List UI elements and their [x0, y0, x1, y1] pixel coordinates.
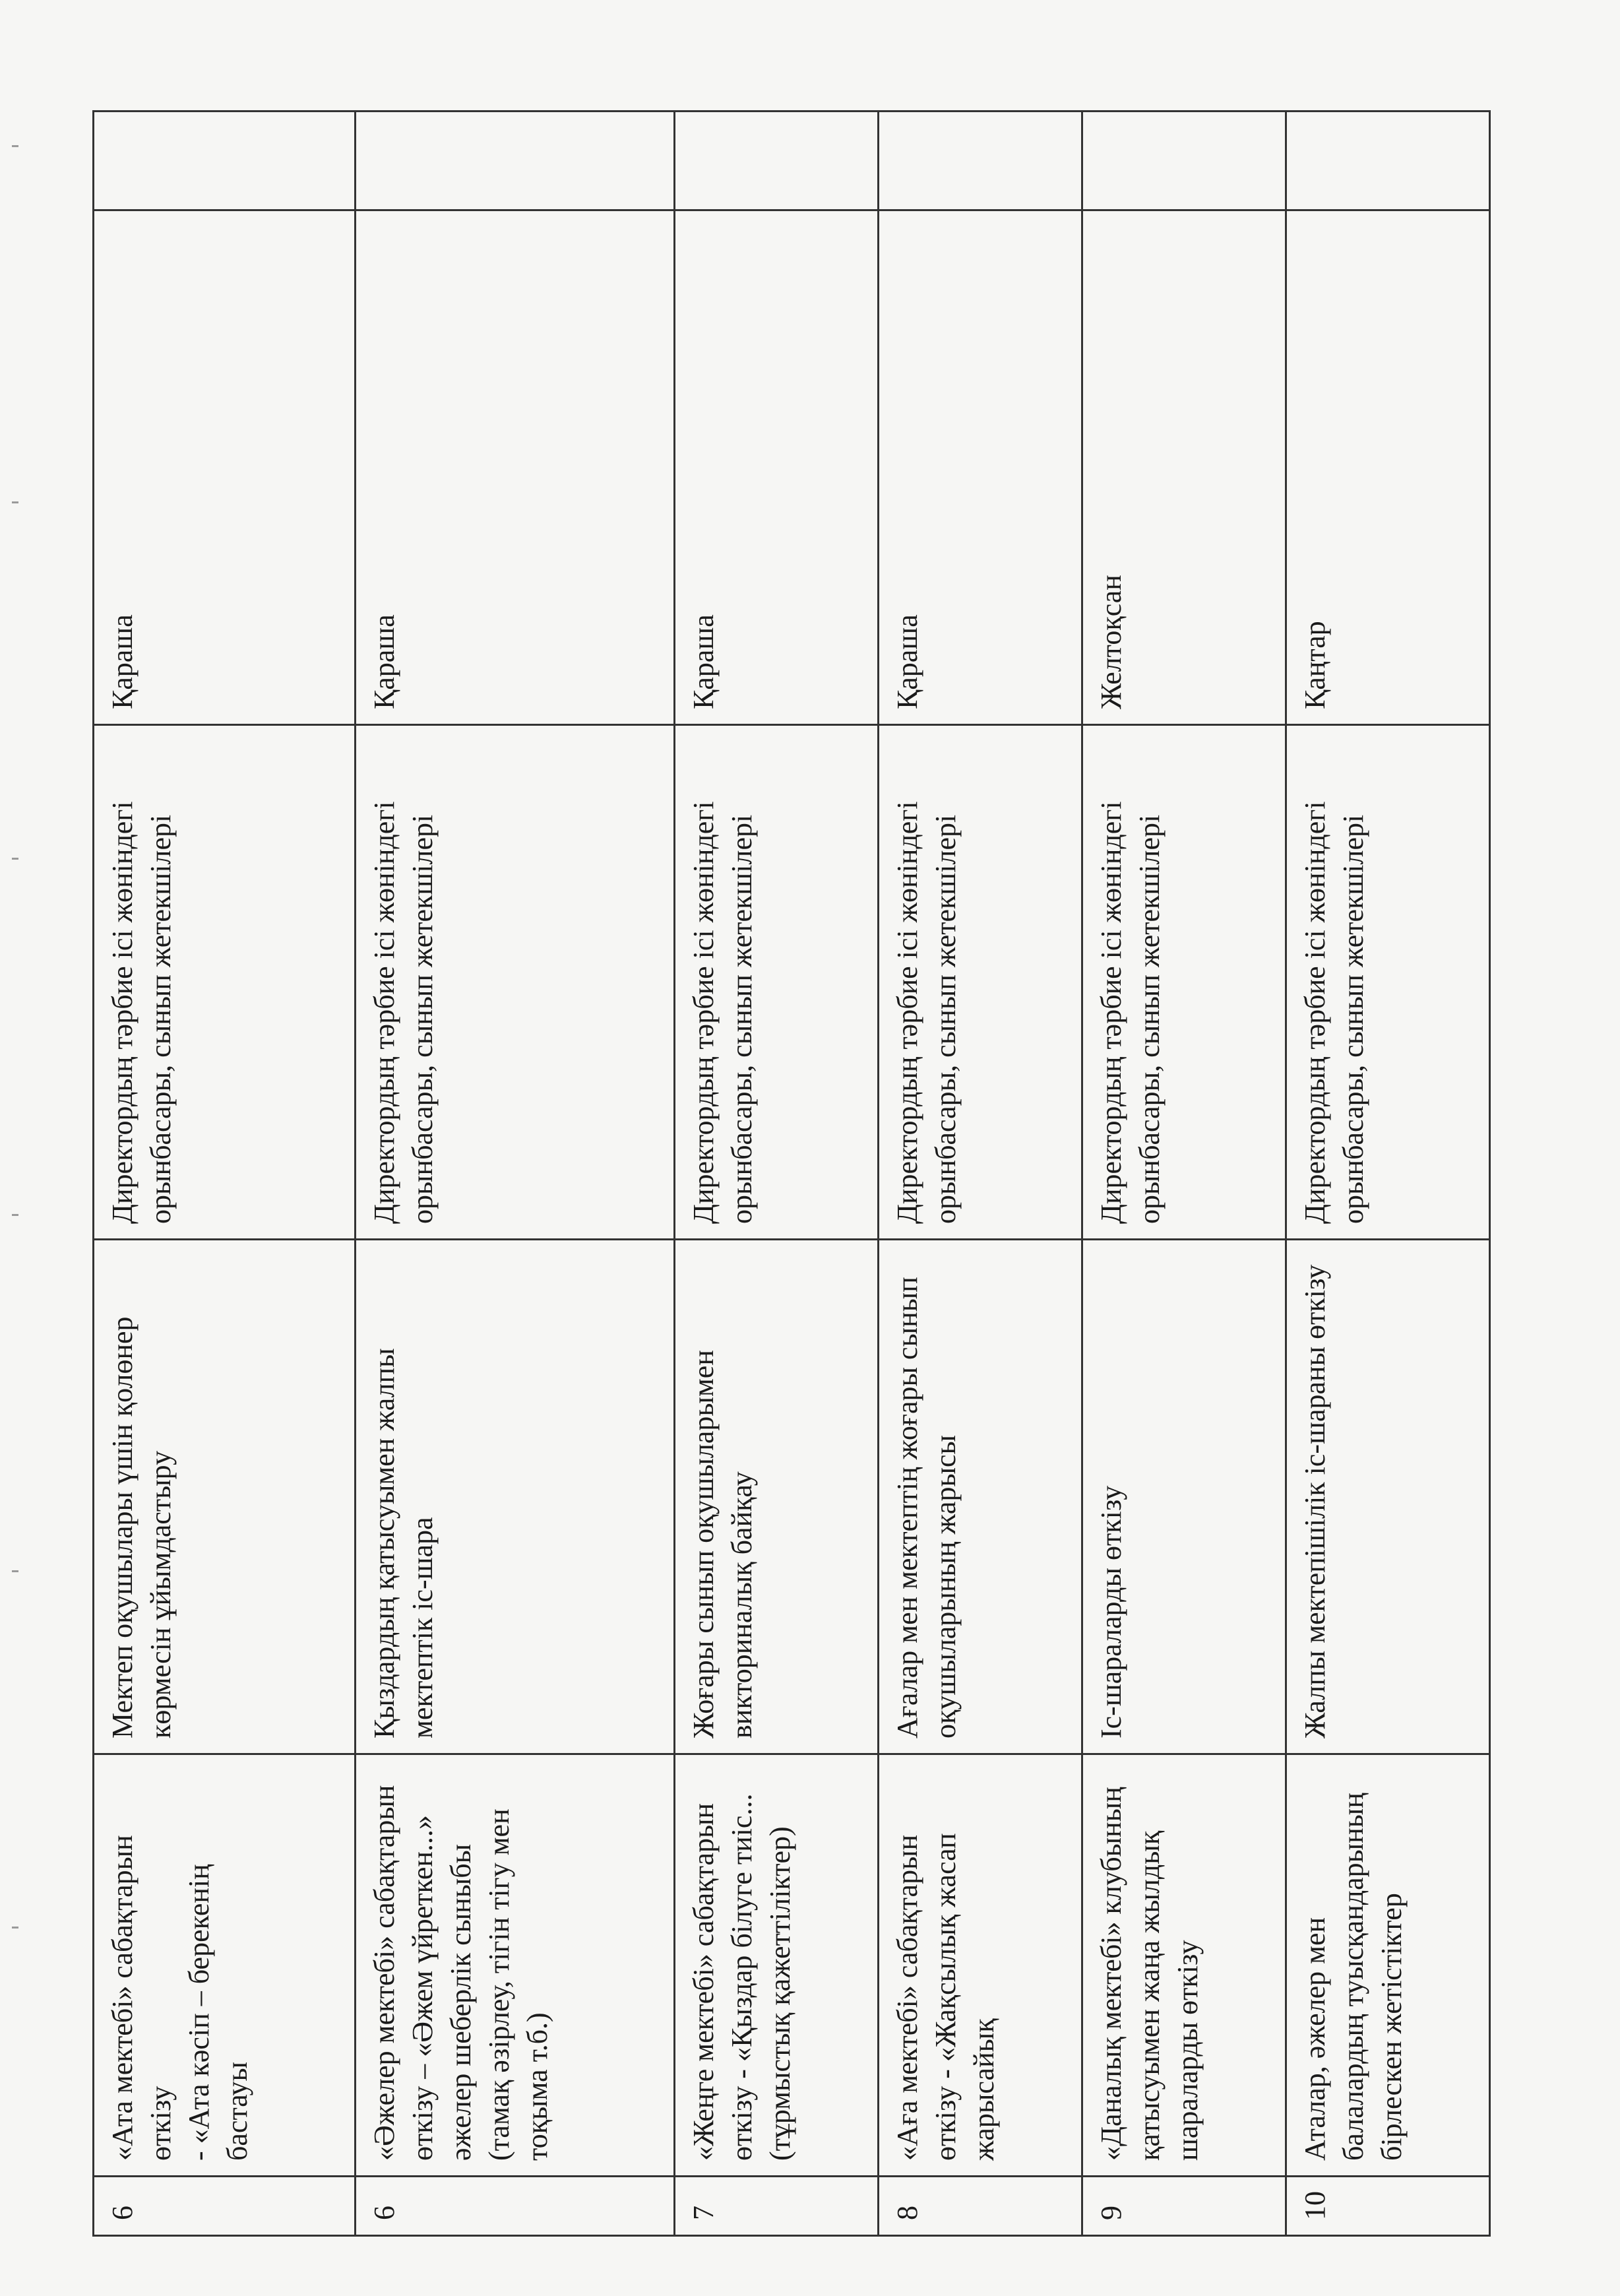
row-number: 6 [94, 2177, 356, 2236]
event-description: Жоғары сынып оқушыларымен викториналық байқау [674, 1240, 878, 1754]
event-date: Қараша [94, 210, 356, 725]
responsible-person: Директордың тәрбие ісі жөніндегі орынбасары, сынып жетекшілері [1082, 725, 1286, 1240]
row-number: 9 [1082, 2177, 1286, 2236]
margin-mark [12, 145, 18, 147]
event-description: Қыздардың қатысуымен жалпы мектептік іс-шара [355, 1240, 674, 1754]
row-number: 8 [878, 2177, 1082, 2236]
event-date: Қараша [355, 210, 674, 725]
table-row [1082, 112, 1286, 2236]
margin-mark [12, 501, 18, 503]
event-date: Қараша [878, 210, 1082, 725]
event-title: «Даналық мектебі» клубының қатысуымен жаңа жылдық шараларды өткізу [1082, 1754, 1286, 2177]
margin-mark [12, 1214, 18, 1216]
event-description: Жалпы мектепішілік іс-шараны өткізу [1286, 1240, 1489, 1754]
responsible-person: Директордың тәрбие ісі жөніндегі орынбасары, сынып жетекшілері [355, 725, 674, 1240]
event-title: «Ата мектебі» сабақтарын өткізу - «Ата кәсіп – берекенің бастауы [94, 1754, 356, 2177]
row-number: 10 [1286, 2177, 1489, 2236]
table-row [878, 112, 1082, 2236]
event-date: Желтоқсан [1082, 210, 1286, 725]
empty-cell [1286, 112, 1489, 210]
empty-cell [878, 112, 1082, 210]
event-title: «Әжелер мектебі» сабақтарын өткізу – «Әжем үйреткен...» әжелер шеберлік сыныбы (тамақ әзірлеу, тігін тігу мен тоқыма т.б.) [355, 1754, 674, 2177]
event-date: Қараша [674, 210, 878, 725]
event-title: «Жеңге мектебі» сабақтарын өткізу - «Қыздар білуге тиіс... (тұрмыстық қажеттіліктер) [674, 1754, 878, 2177]
table-row [355, 112, 674, 2236]
margin-mark [12, 858, 18, 860]
table-row [94, 112, 356, 2236]
rotated-table-page [92, 112, 1491, 2237]
table-row [1286, 112, 1489, 2236]
responsible-person: Директордың тәрбие ісі жөніндегі орынбасары, сынып жетекшілері [94, 725, 356, 1240]
row-number: 7 [674, 2177, 878, 2236]
event-description: Ағалар мен мектептің жоғары сынып оқушыларының жарысы [878, 1240, 1082, 1754]
responsible-person: Директордың тәрбие ісі жөніндегі орынбасары, сынып жетекшілері [674, 725, 878, 1240]
event-description: Мектеп оқушылары үшін қолөнер көрмесін ұйымдастыру [94, 1240, 356, 1754]
empty-cell [94, 112, 356, 210]
responsible-person: Директордың тәрбие ісі жөніндегі орынбасары, сынып жетекшілері [878, 725, 1082, 1240]
empty-cell [1082, 112, 1286, 210]
margin-mark [12, 1927, 18, 1929]
margin-mark [12, 1570, 18, 1572]
event-title: Аталар, әжелер мен балалардың туысқандарының бірлескен жетістіктер [1286, 1754, 1489, 2177]
event-title: «Аға мектебі» сабақтарын өткізу - «Жақсылық жасап жарысайық [878, 1754, 1082, 2177]
event-plan-table [92, 110, 1491, 2237]
responsible-person: Директордың тәрбие ісі жөніндегі орынбасары, сынып жетекшілері [1286, 725, 1489, 1240]
empty-cell [355, 112, 674, 210]
row-number: 6 [355, 2177, 674, 2236]
empty-cell [674, 112, 878, 210]
event-date: Қаңтар [1286, 210, 1489, 725]
event-description: Іс-шараларды өткізу [1082, 1240, 1286, 1754]
table-row [674, 112, 878, 2236]
